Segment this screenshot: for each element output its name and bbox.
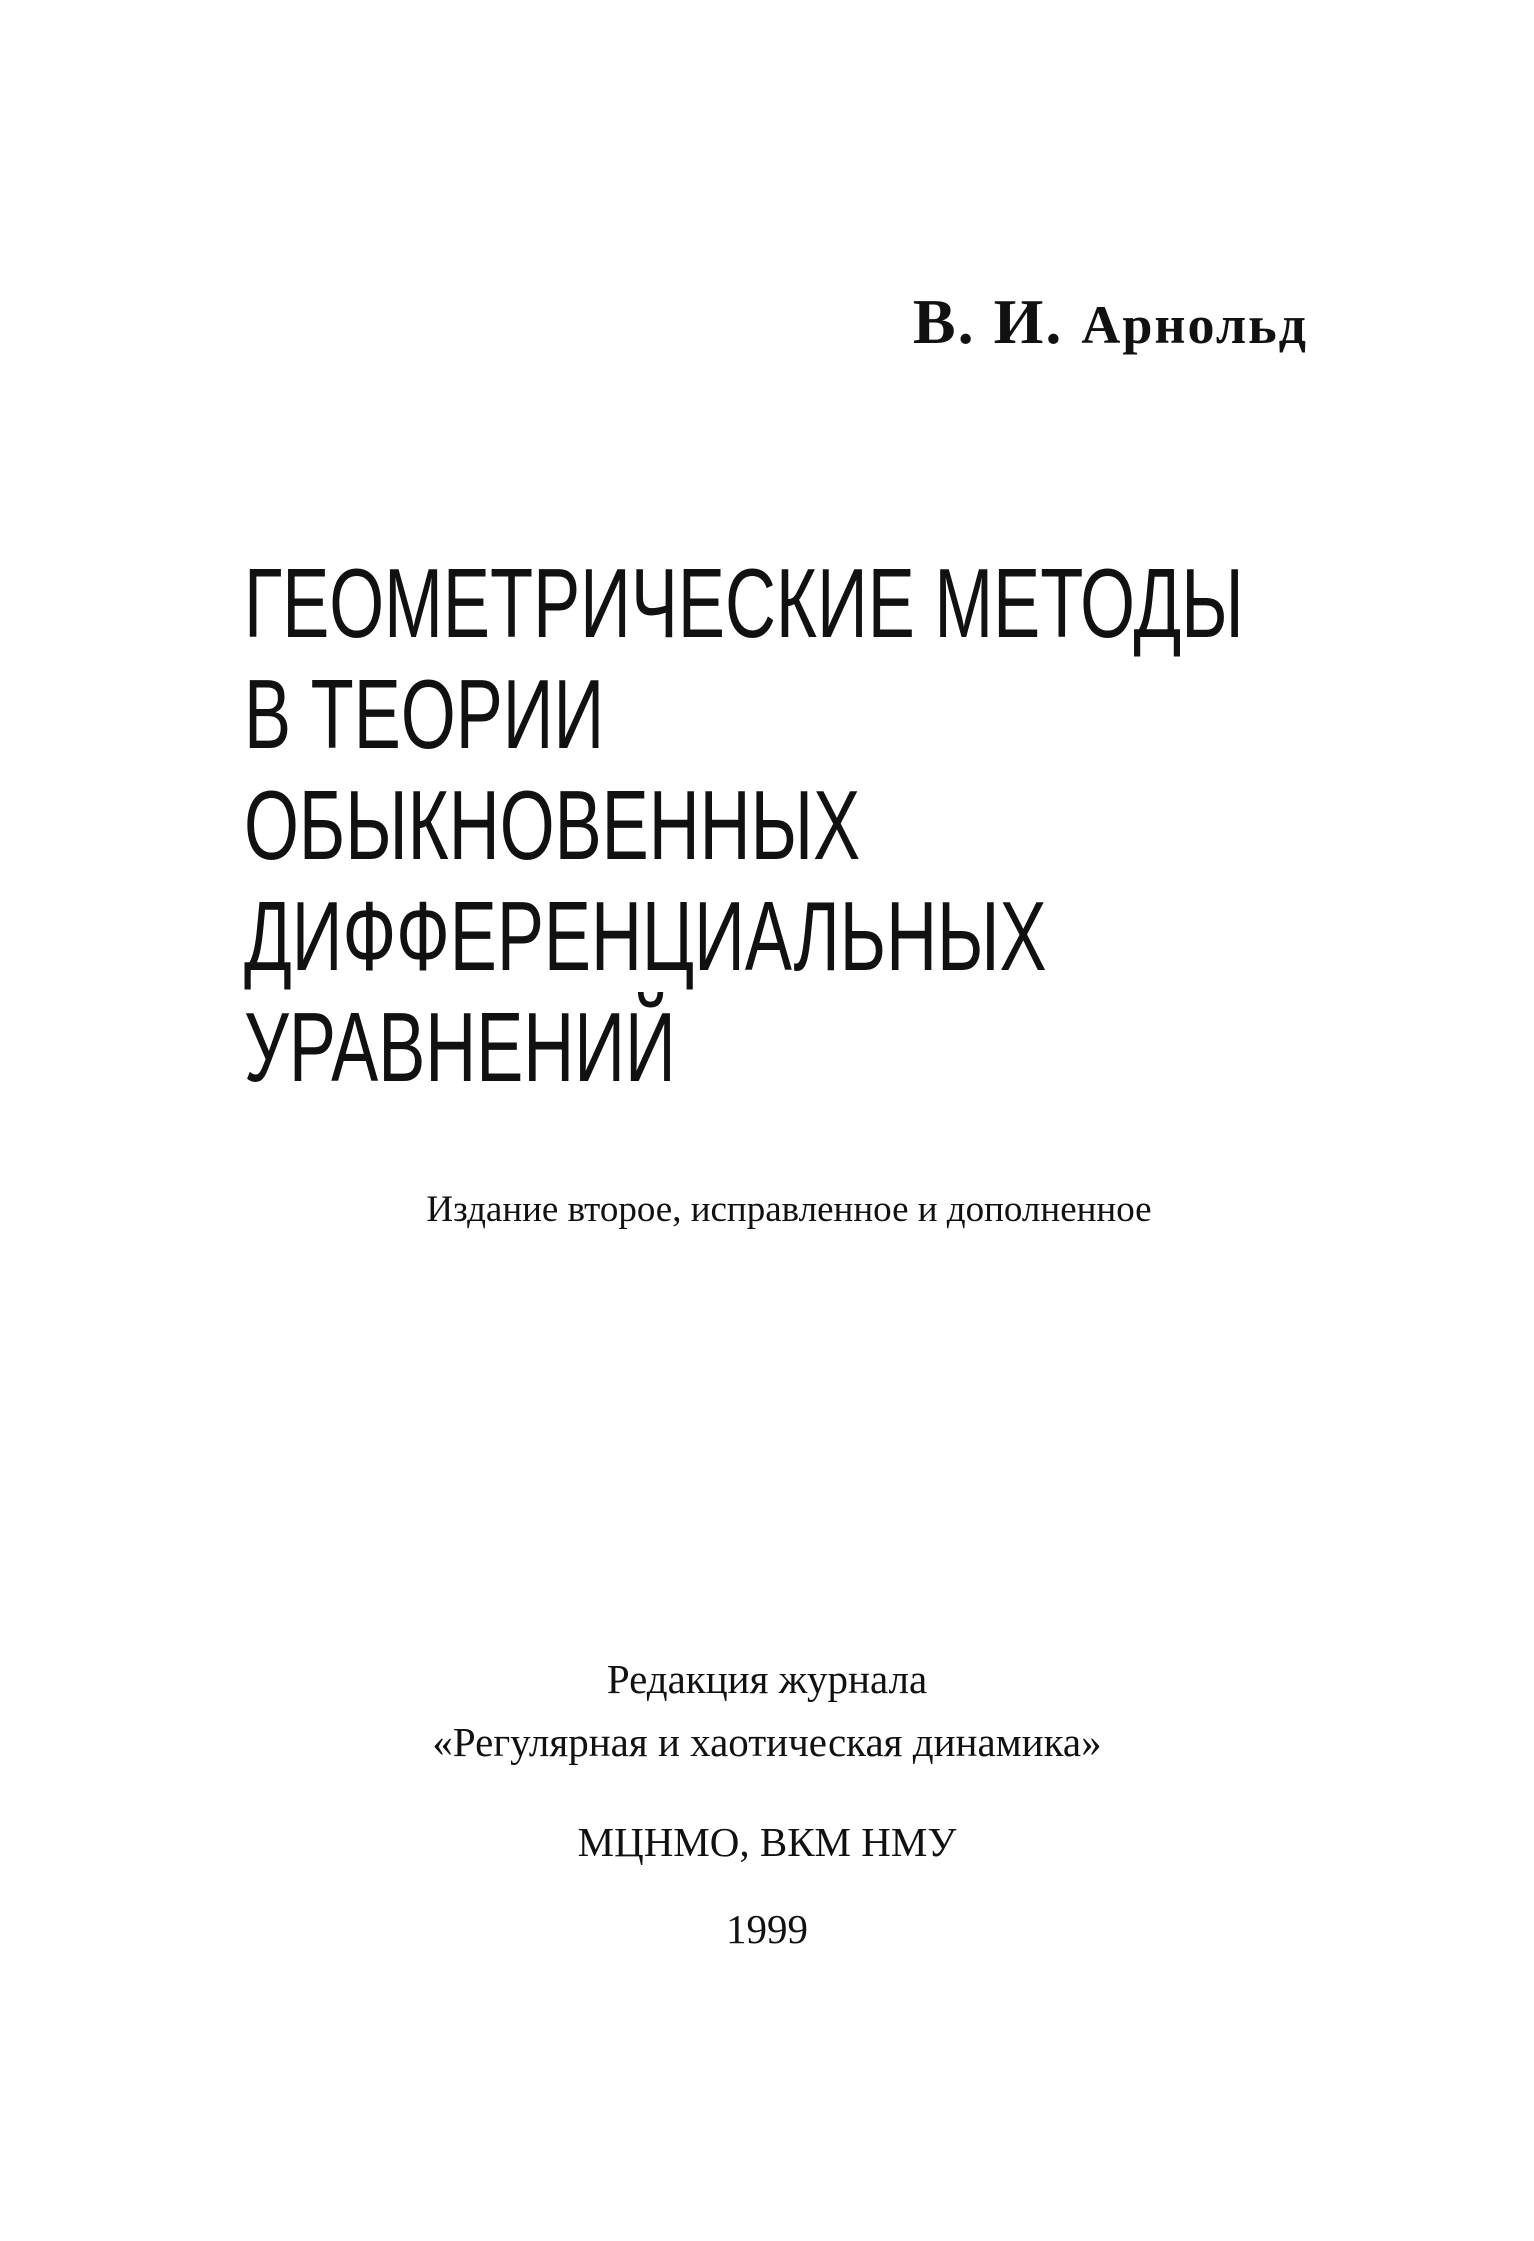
edition-note: Издание второе, исправленное и дополненное <box>426 1189 1152 1230</box>
title-line-5: УРАВНЕНИЙ <box>244 992 676 1102</box>
publication-year: 1999 <box>726 1906 808 1952</box>
author-name <box>913 285 1308 359</box>
publisher-line-3: МЦНМО, ВКМ НМУ <box>577 1819 957 1865</box>
author-initials: В. И. <box>912 286 1064 357</box>
publisher-line-1: Редакция журнала <box>606 1656 928 1702</box>
title-line-2: В ТЕОРИИ <box>244 659 605 769</box>
title-line-3: ОБЫКНОВЕННЫХ <box>244 770 861 880</box>
title-line-4: ДИФФЕРЕНЦИАЛЬНЫХ <box>244 881 1047 991</box>
author-surname: Арнольд <box>1081 295 1308 355</box>
book-title <box>244 548 1244 1103</box>
publisher-line-2: «Регулярная и хаотическая динамика» <box>432 1719 1102 1765</box>
title-line-1: ГЕОМЕТРИЧЕСКИЕ МЕТОДЫ <box>244 548 1244 658</box>
